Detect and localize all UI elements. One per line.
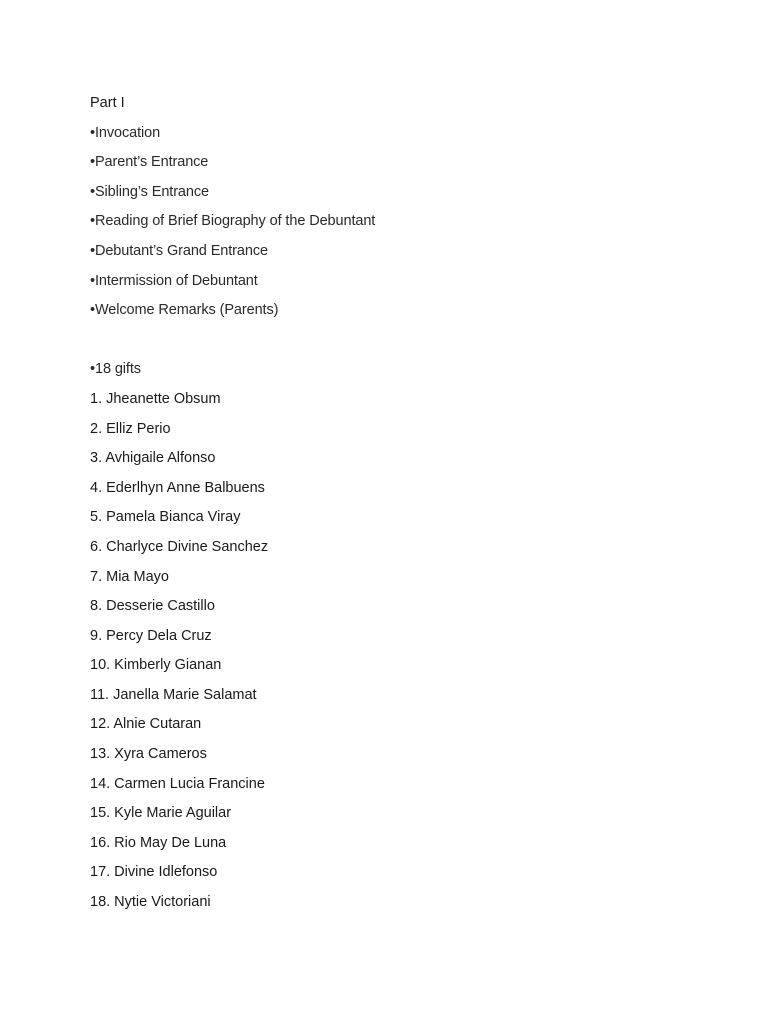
program-item: •Sibling’s Entrance	[90, 183, 209, 200]
gift-item: 6. Charlyce Divine Sanchez	[90, 538, 269, 555]
program-item: •Debutant’s Grand Entrance	[90, 242, 268, 259]
gift-item: 13. Xyra Cameros	[90, 746, 207, 763]
gift-item: 2. Elliz Perio	[90, 420, 171, 437]
gift-item: 17. Divine Idlefonso	[90, 864, 218, 881]
program-item: •Invocation	[90, 124, 161, 141]
gift-item: 3. Avhigaile Alfonso	[90, 450, 216, 467]
gifts-list	[90, 385, 710, 918]
gift-item: 14. Carmen Lucia Francine	[90, 775, 265, 792]
gift-item: 11. Janella Marie Salamat	[90, 686, 257, 703]
program-item: •Welcome Remarks (Parents)	[90, 302, 279, 319]
program-list	[90, 119, 710, 326]
gift-item: 16. Rio May De Luna	[90, 834, 227, 851]
blank-line	[90, 326, 710, 356]
gift-item: 4. Ederlhyn Anne Balbuens	[90, 479, 265, 496]
gift-item: 15. Kyle Marie Aguilar	[90, 805, 232, 822]
program-item: •Intermission of Debuntant	[90, 272, 258, 289]
gift-item: 1. Jheanette Obsum	[90, 390, 221, 407]
gift-item: 9. Percy Dela Cruz	[90, 627, 212, 644]
program-item: •Parent’s Entrance	[90, 154, 209, 171]
gift-item: 10. Kimberly Gianan	[90, 657, 222, 674]
gift-item: 8. Desserie Castillo	[90, 598, 215, 615]
part-heading: Part I	[90, 95, 125, 111]
gifts-heading: •18 gifts	[90, 361, 141, 378]
program-item: •Reading of Brief Biography of the Debuntant	[90, 213, 376, 230]
gift-item: 12. Alnie Cutaran	[90, 716, 202, 733]
gift-item: 18. Nytie Victoriani	[90, 894, 211, 911]
gift-item: 7. Mia Mayo	[90, 568, 169, 585]
document-page	[90, 89, 710, 918]
gift-item: 5. Pamela Bianca Viray	[90, 509, 241, 526]
